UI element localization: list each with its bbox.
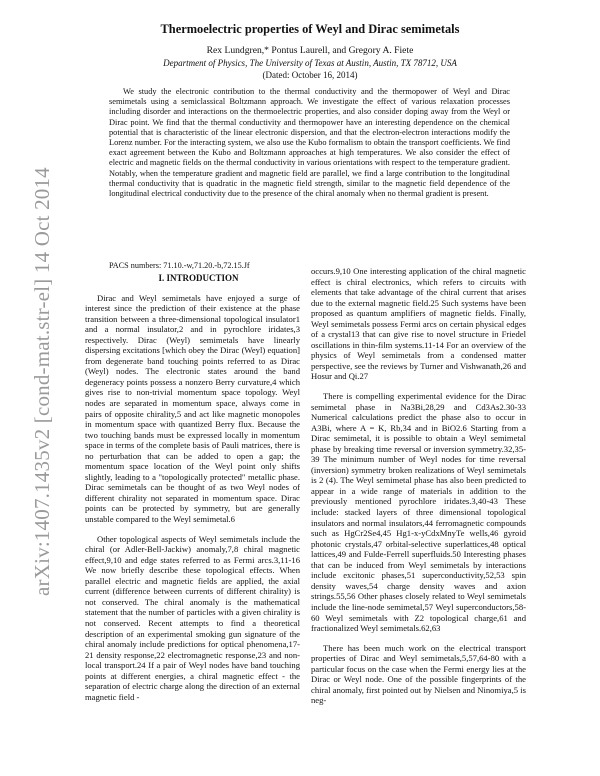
arxiv-stamp-text: arXiv:1407.1435v2 [cond-mat.str-el] 14 Oct 2014 — [30, 167, 54, 596]
intro-paragraph-3: occurs.9,10 One interesting application of the chiral magnetic effect is chiral electronics, which refers to circuits with elements that take advantage of the chiral current that arises due to the external magnetic field.25 Such systems have been proposed as quantum amplifiers of magnetic fields. Finally, Weyl semimetals possess Fermi arcs on certain physical edges of a crystal13 that can give rise to novel structure in Friedel oscillations in thin-film systems.11-14 For an overview of the physics of Weyl semimetals from a condensed matter perspective, see the reviews by Turner and Vishwanath,26 and Hosur and Qi.27 — [311, 266, 526, 382]
paper-title: Thermoelectric properties of Weyl and Dirac semimetals — [160, 22, 460, 36]
pacs-numbers: PACS numbers: 71.10.-w,71.20.-b,72.15.Jf — [109, 261, 250, 270]
right-column — [311, 266, 526, 715]
arxiv-stamp — [6, 0, 54, 776]
intro-paragraph-5: There has been much work on the electrical transport properties of Dirac and Weyl semimetals,5,57,64-80 with a particular focus on the case when the Fermi energy lies at the Dirac or Weyl node. One of the possible fingerprints of the chiral anomaly, first pointed out by Nielsen and Ninomiya,5 is neg- — [311, 642, 526, 706]
intro-paragraph-4: There is compelling experimental evidence for the Dirac semimetal phase in Na3Bi,28,29 and Cd3As2.30-33 Numerical calculations predict the phase also to occur in A3Bi, where A = K, Rb,34 and in BiO2.6 Starting from a Dirac semimetal, it is possible to obtain a Weyl semimetal phase by breaking time reversal or inversion symmetry.32,35-39 The minimum number of Weyl nodes for time reversal (inversion) symmetry broken realizations of Weyl semimetals is 2 (4). The Weyl semimetal phase has also been predicted to appear in a wide range of materials in addition to the previously mentioned pyrochlore iridates.3,40-43 These include: stacked layers of three dimensional topological insulators and normal insulators,44 ferromagnetic compounds such as HgCr2Se4,45 Hg1-x-yCdxMnyTe wells,46 gyroid photonic crystals,47 orbital-selective superlattices,48 optical lattices,49 and Fulde-Ferrell superfluids.50 Interesting phases that can be induced from Weyl semimetals by interactions include excitonic phases,51 superconductivity,52,53 spin density waves,54 charge density waves and axion strings.55,56 Other phases closely related to Weyl semimetals include the line-node semimetal,57 Weyl superconductors,58-60 Weyl semimetals with Z2 topological charge,61 and fractionalized Weyl semimetals.62,63 — [311, 391, 526, 634]
intro-paragraph-2: Other topological aspects of Weyl semimetals include the chiral (or Adler-Bell-Jackiw) anomaly,7,8 chiral magnetic effect,9,10 and edge states referred to as Fermi arcs.3,11-16 We now briefly describe these topological effects. When parallel electric and magnetic fields are applied, the axial current (difference between currents of different chirality) is not conserved. The chiral anomaly is the mathematical statement that the number of particles with a given chirality is not conserved. Recent attempts to find a theoretical description of an experimental smoking gun signature of the chiral anomaly include predictions for optical phenomena,17-21 density response,22 electromagnetic response,23 and non-local transport.24 If a pair of Weyl nodes have band touching points at different energies, a chiral magnetic effect - the separation of electric charge along the direction of an external magnetic field - — [85, 533, 300, 702]
date-line: (Dated: October 16, 2014) — [262, 70, 358, 80]
affiliation: Department of Physics, The University of Texas at Austin, Austin, TX 78712, USA — [163, 58, 457, 68]
author-list: Rex Lundgren,* Pontus Laurell, and Gregory A. Fiete — [206, 45, 414, 56]
section-heading: I. INTRODUCTION — [158, 273, 239, 283]
abstract: We study the electronic contribution to the thermal conductivity and the thermopower of Weyl and Dirac semimetals using a semiclassical Boltzmann approach. We investigate the effect of various relaxation processes including disorder and interactions on the thermoelectric properties, and also consider doping away from the Weyl or Dirac point. We find that the thermal conductivity and thermopower have an interesting dependence on the chemical potential that is characteristic of the linear electronic dispersion, and that the electron-electron interactions modify the Lorenz number. For the interacting system, we also use the Kubo formalism to obtain the transport coefficients. We find exact agreement between the Kubo and Boltzmann approaches at high temperatures. We also consider the effect of electric and magnetic fields on the thermal conductivity in various orientations with respect to the temperature gradient. Notably, when the temperature gradient and magnetic field are parallel, we find a large contribution to the longitudinal thermal conductivity that is quadratic in the magnetic field strength, similar to the magnetic field dependence of the longitudinal electrical conductivity due to the presence of the chiral anomaly when no thermal gradient is present. — [109, 87, 510, 199]
left-column — [85, 273, 300, 711]
intro-paragraph-1: Dirac and Weyl semimetals have enjoyed a surge of interest since the prediction of their existence at the phase transition between a three-dimensional topological insulator1 and a normal insulator,2 and in pyrochlore iridates,3 respectively. Dirac (Weyl) semimetals have linearly dispersing excitations [which obey the Dirac (Weyl) equation] from degenerate band touching points referred to as Dirac (Weyl) nodes. The electronic states around the band degeneracy points possess a nonzero Berry curvature,4 which gives rise to non-trivial momentum space topology. Weyl nodes are separated in momentum space, always come in pairs of opposite chirality,5 and act like magnetic monopoles in momentum space with quantized Berry flux. Because the two touching bands must be expressed locally in momentum space in terms of the complete basis of Pauli matrices, there is no perturbation that can be added to open a gap; the momentum space location of the Weyl point only shifts slightly, leading to a "topologically protected" metallic phase. Dirac semimetals can be thought of as two Weyl nodes of different chirality not separated in momentum space. Dirac points can be protected by symmetry, but are generally unstable compared to the Weyl semimetal.6 — [85, 292, 300, 525]
